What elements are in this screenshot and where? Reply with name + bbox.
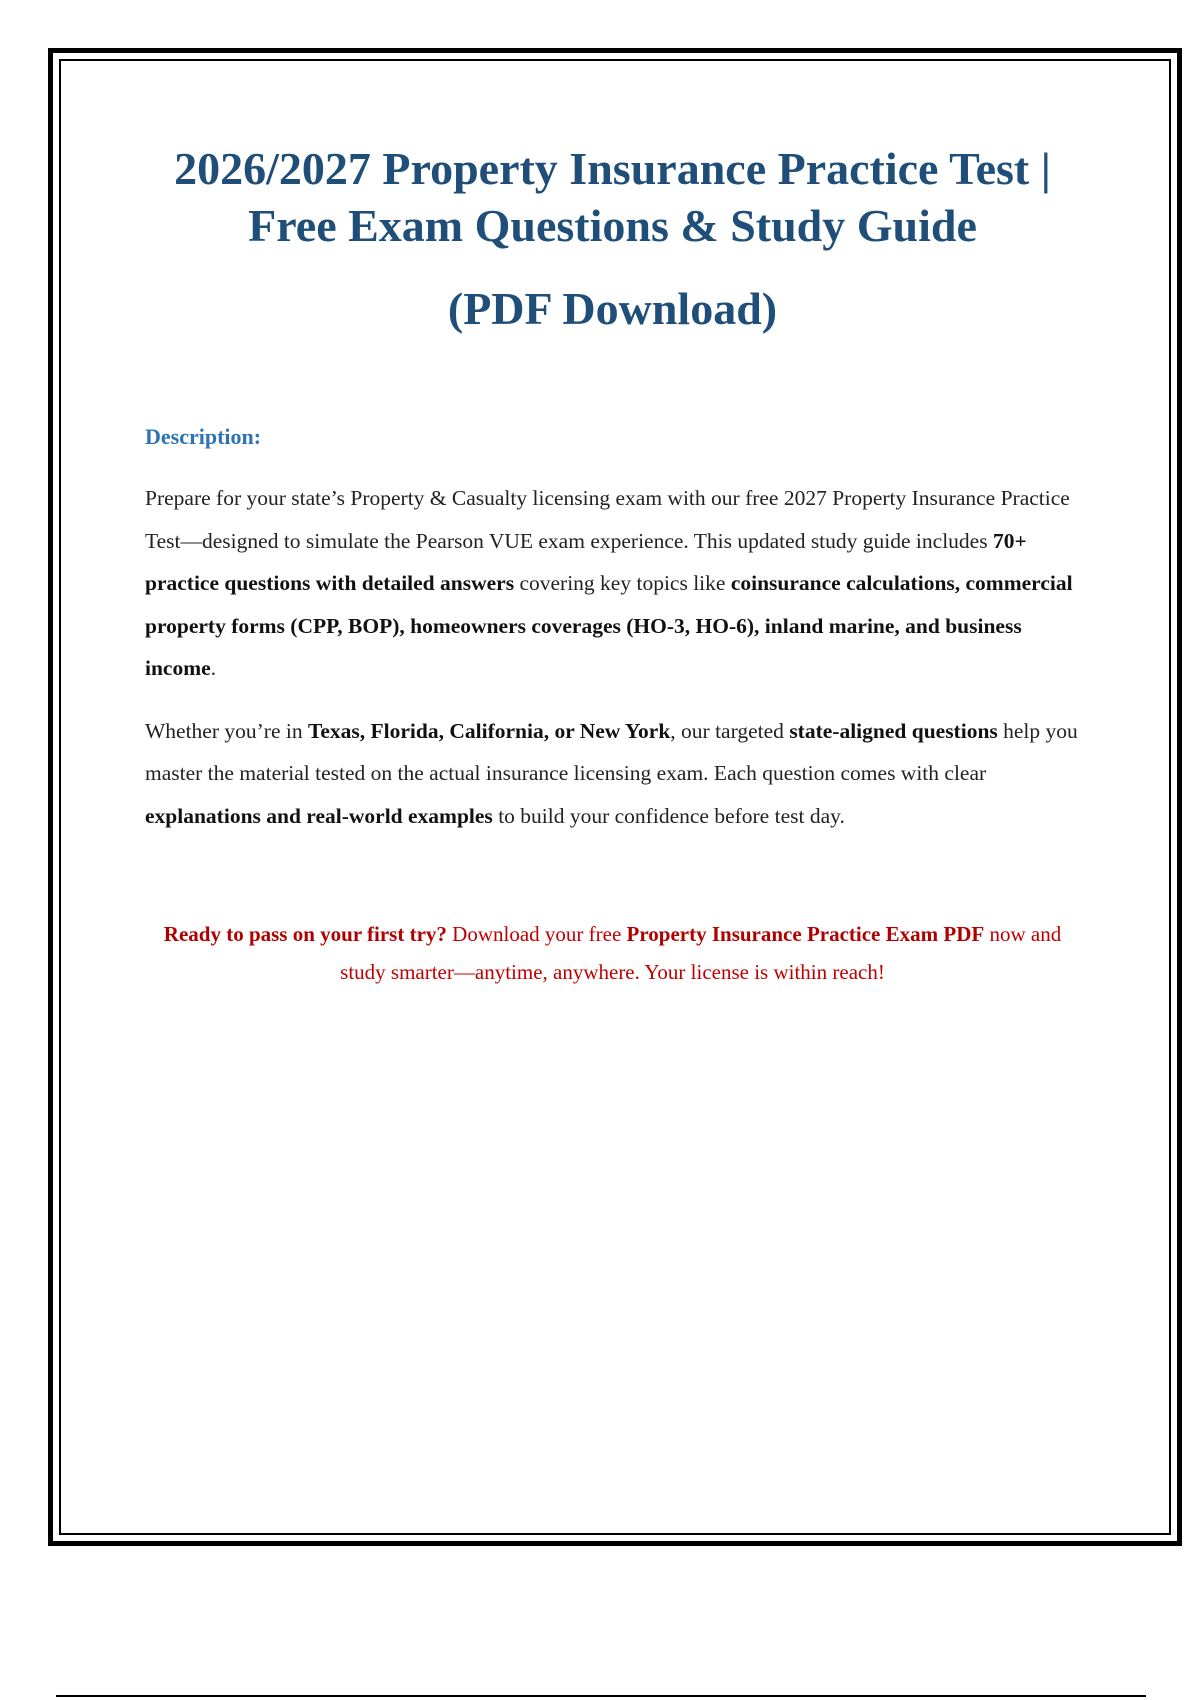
para2-text-3: help you master the material tested on the actual insurance licensing exam. Each question comes with clear [145,718,1078,785]
para1-bold-1: 70+ practice questions with detailed answers [145,528,1027,595]
cta-text-2: now and study smarter—anytime, anywhere. Your license is within reach! [340,922,1062,984]
para1-text-3: . [210,656,217,680]
document-title [145,140,1080,337]
description-heading: Description: [145,424,262,449]
para1-text-2: covering key topics like [514,571,731,595]
cta-bold-1: Ready to pass on your first try? [163,922,447,946]
description-paragraph-2 [145,710,1080,838]
para2-text-1: Whether you’re in [145,718,308,743]
para2-text-2: , our targeted [670,718,790,743]
title-line-3: (PDF Download) [447,283,778,334]
call-to-action [145,915,1080,991]
para2-bold-3: explanations and real-world examples [145,803,493,828]
para2-text-4: to build your confidence before test day. [492,803,845,828]
footer-divider [56,1695,1146,1697]
para1-bold-2: coinsurance calculations, commercial property forms (CPP, BOP), homeowners coverages (HO-3, HO-6), inland marine, and business income [145,571,1073,680]
cta-text-1: Download your free [446,922,627,946]
title-line-1: 2026/2027 Property Insurance Practice Test | [174,143,1051,194]
para2-bold-1: Texas, Florida, California, or New York [307,718,671,743]
description-paragraph-1 [145,477,1080,690]
title-line-2: Free Exam Questions & Study Guide [248,200,977,251]
para2-bold-2: state-aligned questions [789,718,998,743]
cta-bold-2: Property Insurance Practice Exam PDF [626,922,985,946]
document-body [145,140,1080,991]
para1-text-1: Prepare for your state’s Property & Casualty licensing exam with our free 2027 Property Insurance Practice Test—designed to simulate the Pearson VUE exam experience. This updated study guide includes [145,486,1070,553]
